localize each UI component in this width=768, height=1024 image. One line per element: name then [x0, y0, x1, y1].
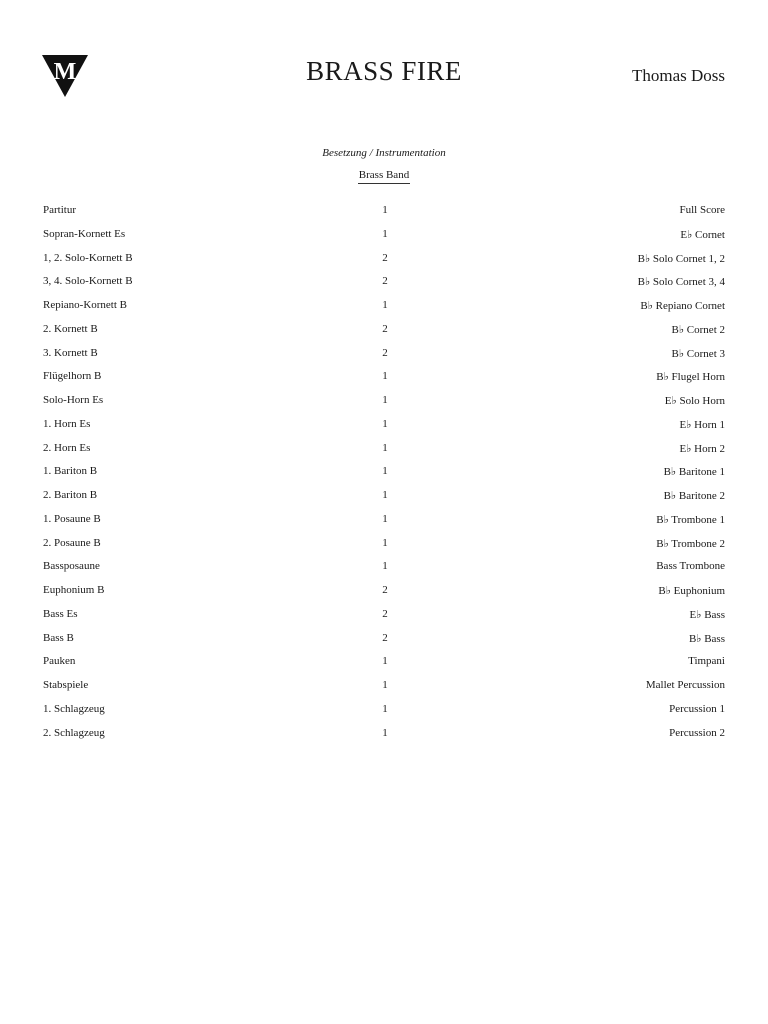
part-name-de: Repiano-Kornett B [43, 299, 128, 311]
part-name-en: Percussion 2 [669, 726, 725, 739]
list-item [43, 724, 725, 748]
part-name-en: E♭ Horn 1 [679, 418, 725, 431]
part-quantity: 1 [382, 726, 388, 739]
part-name-de: Bass B [43, 631, 74, 644]
part-quantity: 1 [382, 560, 388, 573]
list-item [43, 629, 725, 653]
part-name-en: Mallet Percussion [645, 679, 725, 691]
part-name-en: E♭ Solo Horn [664, 395, 725, 407]
part-quantity: 2 [382, 631, 388, 644]
list-item [43, 225, 725, 249]
part-quantity: 1 [382, 299, 388, 311]
part-name-de: Euphonium B [43, 584, 105, 596]
part-quantity: 1 [382, 702, 388, 715]
part-name-en: B♭ Baritone 1 [663, 466, 725, 479]
part-quantity: 2 [382, 346, 388, 359]
part-quantity: 1 [382, 394, 388, 406]
part-name-de: 3. Kornett B [43, 346, 98, 359]
list-item [43, 296, 725, 320]
ensemble-label: Brass Band [358, 169, 410, 184]
list-item [43, 249, 725, 273]
part-name-de: 2. Horn Es [43, 441, 91, 454]
part-name-de: 1, 2. Solo-Kornett B [43, 251, 133, 264]
part-quantity: 1 [382, 655, 388, 668]
part-quantity: 1 [382, 370, 388, 383]
part-quantity: 1 [382, 417, 388, 430]
part-name-de: 2. Kornett B [43, 322, 98, 335]
part-name-en: E♭ Bass [689, 608, 725, 621]
part-name-en: Percussion 1 [669, 702, 725, 715]
list-item [43, 534, 725, 558]
part-name-de: Solo-Horn Es [43, 394, 104, 406]
part-quantity: 2 [382, 322, 388, 335]
part-quantity: 1 [382, 204, 388, 216]
part-name-en: E♭ Cornet [680, 228, 725, 241]
part-name-de: Bass Es [43, 607, 78, 620]
part-quantity: 2 [382, 275, 388, 288]
list-item [43, 462, 725, 486]
part-name-de: 2. Posaune B [43, 536, 101, 549]
part-name-de: Flügelhorn B [43, 370, 102, 383]
part-name-en: E♭ Horn 2 [679, 442, 725, 455]
part-quantity: 1 [382, 441, 388, 454]
ensemble-heading [0, 163, 768, 184]
part-quantity: 1 [382, 512, 388, 525]
part-quantity: 2 [382, 251, 388, 264]
list-item [43, 700, 725, 724]
part-name-de: 1. Schlagzeug [43, 702, 105, 715]
part-name-de: 3, 4. Solo-Kornett B [43, 275, 133, 288]
list-item [43, 272, 725, 296]
part-name-de: 1. Bariton B [43, 465, 98, 478]
part-name-de: 2. Schlagzeug [43, 726, 105, 739]
part-quantity: 1 [382, 465, 388, 478]
list-item [43, 201, 725, 225]
list-item [43, 415, 725, 439]
part-quantity: 1 [382, 536, 388, 549]
part-name-en: Bass Trombone [656, 560, 725, 573]
part-name-en: B♭ Bass [688, 632, 725, 645]
part-name-de: Sopran-Kornett Es [43, 227, 126, 240]
part-name-de: Stabspiele [43, 679, 89, 691]
part-quantity: 1 [382, 227, 388, 240]
part-name-de: Bassposaune [43, 560, 100, 573]
page-title: BRASS FIRE [306, 56, 462, 86]
list-item [43, 486, 725, 510]
part-name-en: B♭ Trombone 1 [656, 513, 725, 526]
list-item [43, 344, 725, 368]
logo-letter: M [53, 59, 77, 85]
part-quantity: 2 [382, 607, 388, 620]
list-item [43, 439, 725, 463]
list-item [43, 652, 725, 676]
part-name-de: 1. Horn Es [43, 417, 91, 430]
part-name-en: B♭ Cornet 2 [671, 323, 725, 336]
part-name-en: B♭ Repiano Cornet [640, 300, 725, 312]
part-name-de: Partitur [43, 204, 76, 216]
parts-list [43, 201, 725, 747]
part-name-en: B♭ Euphonium [658, 585, 725, 597]
list-item [43, 510, 725, 534]
part-name-en: Timpani [688, 655, 725, 668]
list-item [43, 557, 725, 581]
part-quantity: 1 [382, 679, 388, 691]
list-item [43, 676, 725, 700]
list-item [43, 391, 725, 415]
part-name-en: B♭ Trombone 2 [656, 537, 725, 550]
part-name-de: Pauken [43, 655, 76, 668]
part-quantity: 2 [382, 584, 388, 596]
list-item [43, 605, 725, 629]
part-name-en: B♭ Solo Cornet 3, 4 [637, 276, 725, 289]
part-name-en: B♭ Baritone 2 [663, 490, 725, 502]
composer-name: Thomas Doss [631, 66, 725, 85]
part-name-en: B♭ Solo Cornet 1, 2 [637, 252, 725, 265]
part-name-de: 1. Posaune B [43, 512, 101, 525]
list-item [43, 581, 725, 605]
list-item [43, 320, 725, 344]
part-name-de: 2. Bariton B [43, 489, 98, 501]
part-name-en: B♭ Cornet 3 [671, 347, 725, 360]
part-name-en: Full Score [679, 204, 725, 216]
part-name-en: B♭ Flugel Horn [656, 371, 725, 384]
instrumentation-subtitle: Besetzung / Instrumentation [322, 147, 446, 159]
part-quantity: 1 [382, 489, 388, 501]
list-item [43, 367, 725, 391]
